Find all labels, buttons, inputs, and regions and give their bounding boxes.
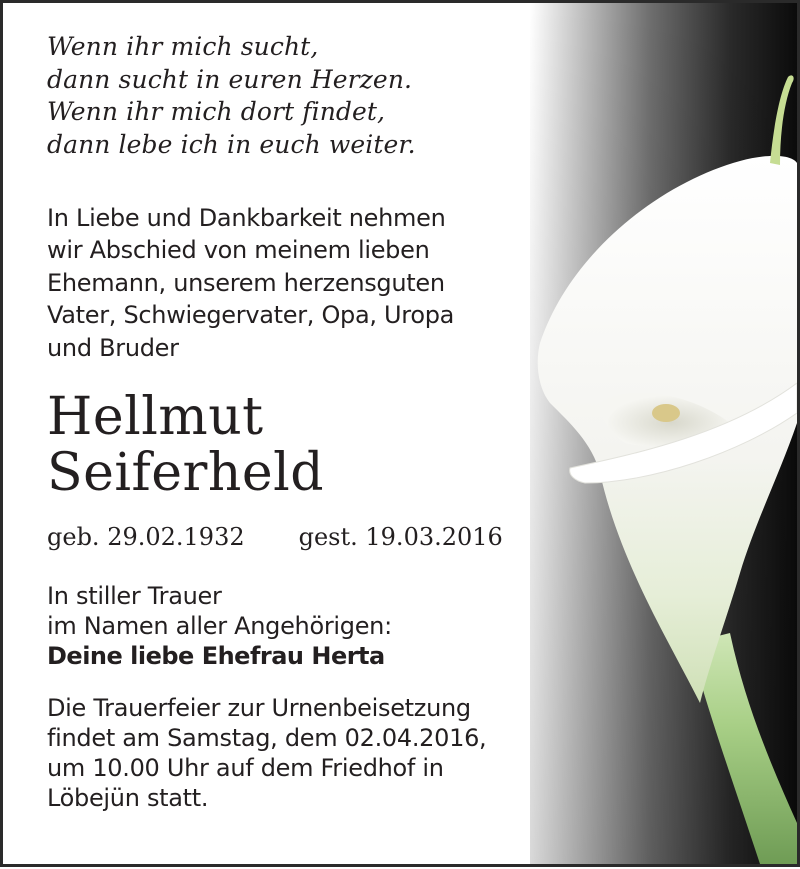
farewell-line: Vater, Schwiegervater, Opa, Uropa: [47, 301, 455, 330]
birth-date: geb. 29.02.1932: [47, 523, 245, 552]
ceremony-line: Löbejün statt.: [47, 784, 209, 813]
poem-line: Wenn ihr mich dort findet,: [47, 97, 386, 126]
farewell-paragraph: [47, 202, 527, 364]
death-date: gest. 19.03.2016: [298, 523, 503, 552]
mourning-line: In stiller Trauer: [47, 582, 222, 611]
mourning-block: [47, 581, 527, 671]
poem: [47, 31, 527, 161]
farewell-line: wir Abschied von meinem lieben: [47, 236, 430, 265]
deceased-name: [47, 387, 527, 504]
poem-line: dann lebe ich in euch weiter.: [47, 129, 416, 159]
poem-line: Wenn ihr mich sucht,: [47, 32, 319, 61]
ceremony-line: Die Trauerfeier zur Urnenbeisetzung: [47, 694, 471, 723]
ceremony-line: um 10.00 Uhr auf dem Friedhof in: [47, 754, 444, 783]
signature: Deine liebe Ehefrau Herta: [47, 642, 385, 671]
life-dates: [47, 523, 527, 551]
farewell-line: Ehemann, unserem herzensguten: [47, 268, 445, 297]
first-name: Hellmut: [47, 387, 264, 448]
mourning-line: im Namen aller Angehörigen:: [47, 612, 392, 641]
ceremony-line: findet am Samstag, dem 02.04.2016,: [47, 724, 487, 753]
farewell-line: und Bruder: [47, 333, 179, 362]
poem-line: dann sucht in euren Herzen.: [47, 64, 413, 94]
notice-text: [47, 31, 527, 813]
last-name: Seiferheld: [47, 443, 325, 504]
farewell-line: In Liebe und Dankbarkeit nehmen: [47, 204, 446, 232]
calla-lily-image: [530, 3, 797, 864]
ceremony-info: [47, 693, 527, 813]
